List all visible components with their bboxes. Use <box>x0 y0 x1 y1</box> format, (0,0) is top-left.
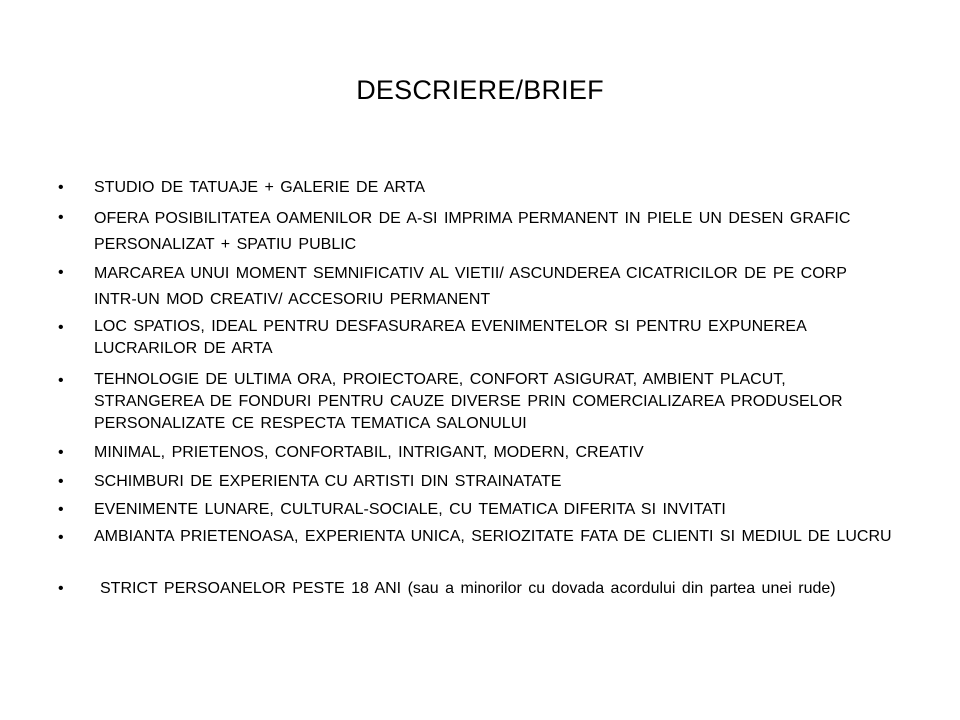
bullet-text: LOC SPATIOS, IDEAL PENTRU DESFASURAREA EVENIMENTELOR SI PENTRU EXPUNEREA LUCRARILOR DE ARTA <box>94 318 806 357</box>
bullet-text: SCHIMBURI DE EXPERIENTA CU ARTISTI DIN STRAINATATE <box>94 473 562 490</box>
bullet-text: AMBIANTA PRIETENOASA, EXPERIENTA UNICA, SERIOZITATE FATA DE CLIENTI SI MEDIUL DE LUCRU <box>94 528 892 545</box>
bullet-icon: • <box>58 264 64 281</box>
bullet-icon: • <box>58 319 64 336</box>
bullet-text: MARCAREA UNUI MOMENT SEMNIFICATIV AL VIETII/ ASCUNDEREA CICATRICILOR DE PE CORP INTR-UN MOD CREATIV/ ACCESORIU PERMANENT <box>94 265 847 308</box>
slide-title: DESCRIERE/BRIEF <box>356 75 604 105</box>
bullet-text: STUDIO DE TATUAJE + GALERIE DE ARTA <box>94 179 426 196</box>
bullet-icon: • <box>58 444 64 461</box>
bullet-text: STRICT PERSOANELOR PESTE 18 ANI (sau a minorilor cu dovada acordului din partea unei rude) <box>100 580 836 597</box>
bullet-icon: • <box>58 179 64 196</box>
bullet-icon: • <box>58 473 64 490</box>
bullet-icon: • <box>58 501 64 518</box>
bullet-icon: • <box>58 372 64 389</box>
bullet-text: EVENIMENTE LUNARE, CULTURAL-SOCIALE, CU TEMATICA DIFERITA SI INVITATI <box>94 501 726 518</box>
bullet-text: OFERA POSIBILITATEA OAMENILOR DE A-SI IMPRIMA PERMANENT IN PIELE UN DESEN GRAFIC PERSONALIZAT + SPATIU PUBLIC <box>94 210 851 253</box>
bullet-icon: • <box>58 529 64 546</box>
bullet-text: MINIMAL, PRIETENOS, CONFORTABIL, INTRIGANT, MODERN, CREATIV <box>94 444 644 461</box>
bullet-icon: • <box>58 209 64 226</box>
bullet-icon: • <box>58 580 64 597</box>
bullet-text: TEHNOLOGIE DE ULTIMA ORA, PROIECTOARE, CONFORT ASIGURAT, AMBIENT PLACUT, STRANGEREA DE FONDURI PENTRU CAUZE DIVERSE PRIN COMERCIALIZAREA PRODUSELOR PERSONALIZATE CE RESPECTA TEMATICA SALONULUI <box>94 371 843 432</box>
